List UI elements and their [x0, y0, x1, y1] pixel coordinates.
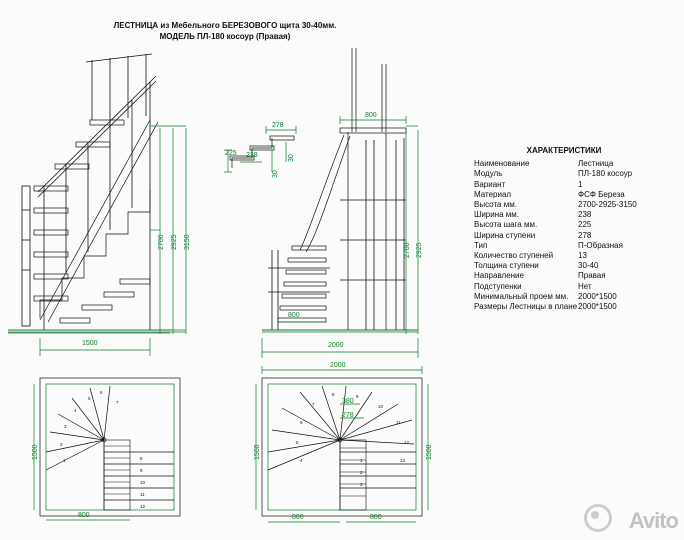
dim-detail-30-b: 30	[288, 154, 295, 162]
spec-key: Подступенки	[474, 281, 522, 291]
spec-key: Высота шага мм.	[474, 220, 538, 230]
dim-side-top-800: 800	[365, 112, 377, 119]
dim-plan-right-380: 380	[342, 398, 354, 405]
spec-row-variant	[474, 180, 674, 190]
spec-key: Размеры Лестницы в плане	[474, 302, 578, 312]
dim-front-height-2700: 2700	[158, 234, 165, 250]
svg-text:5: 5	[88, 396, 91, 401]
spec-value: 2700-2925-3150	[578, 200, 637, 210]
spec-row-step-count	[474, 251, 674, 261]
plan-view-left	[40, 378, 180, 516]
dim-plan-right-2000: 2000	[330, 362, 346, 369]
plan-dimension-lines	[34, 366, 428, 522]
spec-row-step-rise	[474, 220, 674, 230]
svg-text:7: 7	[116, 400, 119, 405]
spec-key: Материал	[474, 189, 512, 199]
spec-row-width	[474, 210, 674, 220]
svg-text:3: 3	[360, 482, 363, 487]
dim-plan-right-800-right: 800	[370, 514, 382, 521]
svg-text:10: 10	[378, 404, 384, 409]
dim-plan-right-278: 278	[342, 412, 354, 419]
dim-plan-left-800: 800	[78, 512, 90, 519]
spec-row-height	[474, 200, 674, 210]
spec-row-model	[474, 169, 674, 179]
specifications-table	[474, 146, 674, 312]
spec-row-risers	[474, 282, 674, 292]
dim-side-2700: 2700	[404, 242, 411, 258]
spec-value: Нет	[578, 281, 592, 291]
svg-text:10: 10	[140, 480, 146, 485]
spec-key: Толщина ступени	[474, 261, 539, 271]
svg-text:4: 4	[300, 458, 303, 463]
dim-side-2925: 2925	[416, 242, 423, 258]
spec-value: ПЛ-180 косоур	[578, 169, 633, 179]
spec-key: Модуль	[474, 169, 503, 179]
svg-text:11: 11	[396, 420, 401, 425]
svg-text:1: 1	[360, 458, 363, 463]
spec-value: 13	[578, 251, 587, 261]
svg-text:7: 7	[312, 402, 315, 407]
spec-value: Лестница	[578, 159, 614, 169]
dim-detail-30-a: 30	[272, 170, 279, 178]
avito-logo-icon	[584, 504, 612, 532]
svg-text:9: 9	[356, 394, 359, 399]
spec-key: Наименование	[474, 159, 530, 169]
svg-text:12: 12	[404, 440, 410, 445]
spec-value: 225	[578, 220, 592, 230]
spec-value: 278	[578, 230, 592, 240]
spec-key: Ширина мм.	[474, 210, 520, 220]
spec-value: 2000*1500	[578, 302, 617, 312]
spec-value: ФСФ Береза	[578, 189, 625, 199]
dim-plan-right-1500-left: 1500	[254, 444, 261, 460]
svg-text:8: 8	[332, 392, 335, 397]
dim-plan-left-1500: 1500	[32, 444, 39, 460]
spec-key: Вариант	[474, 179, 506, 189]
spec-row-direction	[474, 271, 674, 281]
plan-step-numbers	[60, 390, 410, 509]
svg-text:9: 9	[140, 468, 143, 473]
spec-value: Правая	[578, 271, 606, 281]
dim-plan-right-800-left: 800	[292, 514, 304, 521]
dim-front-height-3150: 3150	[184, 234, 191, 250]
dim-detail-225: 225	[225, 150, 237, 157]
svg-text:6: 6	[300, 420, 303, 425]
spec-key: Количество ступеней	[474, 251, 554, 261]
dim-plan-right-1500-right: 1500	[426, 444, 433, 460]
spec-key: Тип	[474, 240, 488, 250]
spec-value: П-Образная	[578, 240, 623, 250]
dim-detail-238: 238	[246, 152, 258, 159]
spec-value: 2000*1500	[578, 291, 617, 301]
spec-heading: ХАРАКТЕРИСТИКИ	[526, 146, 602, 155]
svg-text:1: 1	[63, 458, 66, 463]
spec-row-step-width	[474, 231, 674, 241]
front-elevation	[8, 54, 170, 333]
title-line-1: ЛЕСТНИЦА из Мебельного БЕРЕЗОВОГО щита 30-40мм.	[113, 21, 337, 30]
svg-text:2: 2	[360, 470, 363, 475]
svg-text:8: 8	[140, 456, 143, 461]
spec-key: Ширина ступени	[474, 230, 536, 240]
svg-text:4: 4	[74, 408, 77, 413]
spec-row-type	[474, 241, 674, 251]
title-line-2: МОДЕЛЬ ПЛ-180 косоур (Правая)	[159, 32, 291, 41]
svg-text:5: 5	[296, 440, 299, 445]
svg-text:3: 3	[64, 424, 67, 429]
spec-value: 1	[578, 179, 583, 189]
svg-text:12: 12	[140, 504, 146, 509]
spec-row-material	[474, 190, 674, 200]
spec-value: 30-40	[578, 261, 599, 271]
svg-text:6: 6	[100, 390, 103, 395]
dim-front-width-1500: 1500	[82, 340, 98, 347]
spec-key: Направление	[474, 271, 524, 281]
side-dimension-lines	[262, 116, 418, 358]
svg-text:13: 13	[400, 458, 406, 463]
step-detail-dimensions	[224, 126, 296, 172]
watermark-text: Avito	[628, 508, 678, 533]
svg-text:11: 11	[140, 492, 145, 497]
dim-side-total-2000: 2000	[328, 342, 344, 349]
spec-row-name	[474, 159, 674, 169]
side-elevation	[262, 48, 418, 330]
spec-row-min-opening	[474, 292, 674, 302]
spec-key: Минимальный проем мм.	[474, 291, 569, 301]
step-detail	[230, 136, 294, 168]
spec-row-plan-size	[474, 302, 674, 312]
spec-key: Высота мм.	[474, 200, 517, 210]
dim-side-bottom-800: 800	[288, 312, 300, 319]
drawing-title	[0, 20, 450, 42]
dim-detail-278: 278	[272, 122, 284, 129]
spec-value: 238	[578, 210, 592, 220]
spec-row-step-thickness	[474, 261, 674, 271]
svg-text:2: 2	[60, 442, 63, 447]
dim-front-height-2925: 2925	[171, 234, 178, 250]
